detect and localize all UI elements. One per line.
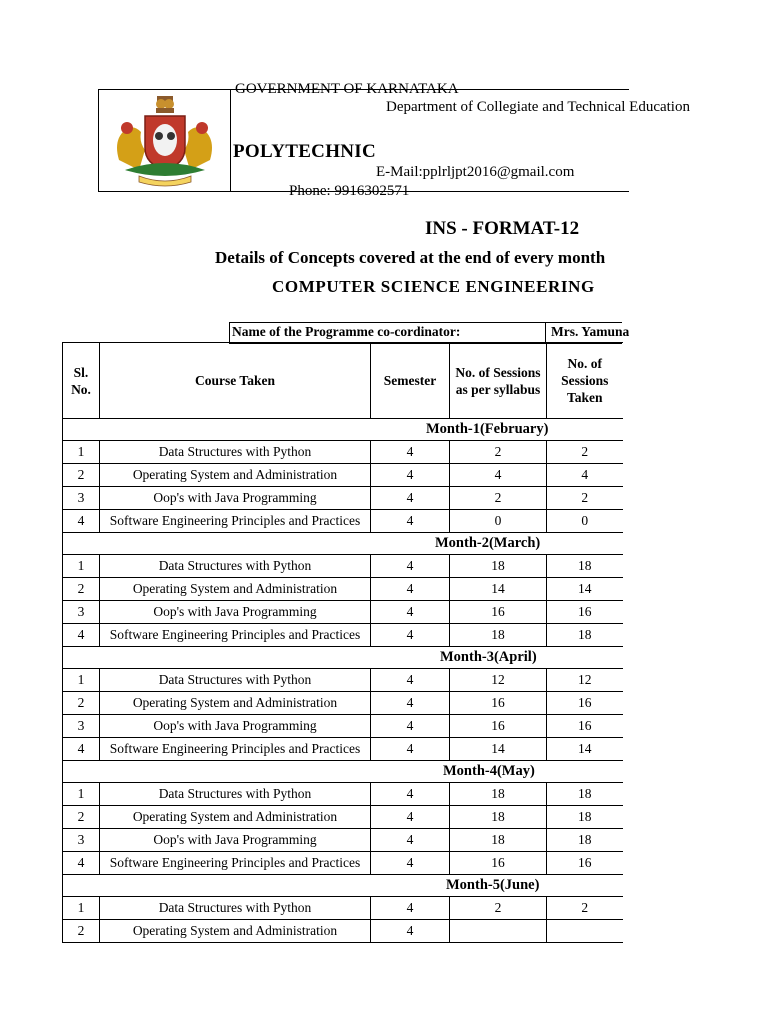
table-row bbox=[63, 738, 623, 761]
cell-sl-no: 2 bbox=[63, 806, 100, 829]
cell-course: Data Structures with Python bbox=[100, 669, 371, 692]
coordinator-row bbox=[229, 322, 630, 344]
month-label: Month-4(May) bbox=[443, 763, 535, 779]
cell-semester: 4 bbox=[371, 464, 450, 487]
cell-sessions-syllabus: 14 bbox=[450, 738, 547, 761]
table-header-row bbox=[63, 343, 623, 419]
cell-sessions-syllabus: 12 bbox=[450, 669, 547, 692]
header-box bbox=[98, 81, 690, 199]
table-row bbox=[63, 852, 623, 875]
emblem-cell bbox=[99, 90, 231, 191]
header-course: Course Taken bbox=[100, 343, 371, 419]
cell-sl-no: 2 bbox=[63, 578, 100, 601]
month-row bbox=[63, 533, 623, 555]
cell-course: Data Structures with Python bbox=[100, 897, 371, 920]
cell-semester: 4 bbox=[371, 692, 450, 715]
cell-sessions-syllabus: 16 bbox=[450, 692, 547, 715]
cell-course: Operating System and Administration bbox=[100, 578, 371, 601]
cell-course: Oop's with Java Programming bbox=[100, 601, 371, 624]
cell-semester: 4 bbox=[371, 624, 450, 647]
cell-sl-no: 1 bbox=[63, 555, 100, 578]
cell-sessions-taken bbox=[547, 920, 623, 943]
cell-course: Oop's with Java Programming bbox=[100, 829, 371, 852]
cell-course: Software Engineering Principles and Practices bbox=[100, 624, 371, 647]
cell-sl-no: 4 bbox=[63, 624, 100, 647]
cell-sessions-syllabus: 2 bbox=[450, 897, 547, 920]
cell-sessions-syllabus: 16 bbox=[450, 715, 547, 738]
cell-sessions-taken: 18 bbox=[547, 829, 623, 852]
cell-semester: 4 bbox=[371, 601, 450, 624]
cell-semester: 4 bbox=[371, 852, 450, 875]
cell-course: Operating System and Administration bbox=[100, 464, 371, 487]
department-name: Department of Collegiate and Technical Education bbox=[386, 99, 690, 115]
cell-sessions-syllabus: 18 bbox=[450, 806, 547, 829]
cell-sessions-syllabus: 16 bbox=[450, 601, 547, 624]
table-row bbox=[63, 555, 623, 578]
cell-course: Data Structures with Python bbox=[100, 441, 371, 464]
cell-sessions-taken: 2 bbox=[547, 897, 623, 920]
header-sessions-taken: No. of Sessions Taken bbox=[547, 343, 623, 419]
cell-course: Oop's with Java Programming bbox=[100, 715, 371, 738]
month-label: Month-1(February) bbox=[426, 421, 549, 437]
cell-course: Software Engineering Principles and Practices bbox=[100, 510, 371, 533]
cell-sl-no: 3 bbox=[63, 601, 100, 624]
header-semester: Semester bbox=[371, 343, 450, 419]
cell-sessions-taken: 0 bbox=[547, 510, 623, 533]
cell-semester: 4 bbox=[371, 806, 450, 829]
cell-sessions-syllabus: 14 bbox=[450, 578, 547, 601]
cell-course: Software Engineering Principles and Practices bbox=[100, 852, 371, 875]
cell-semester: 4 bbox=[371, 441, 450, 464]
month-label: Month-2(March) bbox=[435, 535, 541, 551]
table-row bbox=[63, 464, 623, 487]
cell-sessions-taken: 16 bbox=[547, 601, 623, 624]
cell-sessions-taken: 18 bbox=[547, 806, 623, 829]
cell-sl-no: 3 bbox=[63, 487, 100, 510]
coordinator-name: Mrs. Yamuna bbox=[551, 324, 630, 339]
table-row bbox=[63, 783, 623, 806]
cell-sessions-taken: 16 bbox=[547, 852, 623, 875]
cell-sessions-taken: 16 bbox=[547, 692, 623, 715]
cell-sessions-taken: 12 bbox=[547, 669, 623, 692]
table-row bbox=[63, 829, 623, 852]
header-text bbox=[231, 81, 690, 199]
table-row bbox=[63, 487, 623, 510]
karnataka-emblem-icon bbox=[99, 90, 230, 191]
cell-semester: 4 bbox=[371, 510, 450, 533]
cell-sessions-syllabus bbox=[450, 920, 547, 943]
table-row bbox=[63, 624, 623, 647]
cell-sl-no: 1 bbox=[63, 783, 100, 806]
cell-sessions-taken: 14 bbox=[547, 738, 623, 761]
phone-number: Phone: 9916302571 bbox=[289, 183, 410, 199]
cell-sessions-syllabus: 18 bbox=[450, 829, 547, 852]
cell-sessions-syllabus: 18 bbox=[450, 555, 547, 578]
format-title: INS - FORMAT-12 bbox=[425, 218, 580, 239]
table-row bbox=[63, 441, 623, 464]
month-row bbox=[63, 419, 623, 441]
cell-sl-no: 2 bbox=[63, 920, 100, 943]
cell-sl-no: 3 bbox=[63, 715, 100, 738]
cell-sessions-taken: 4 bbox=[547, 464, 623, 487]
cell-semester: 4 bbox=[371, 738, 450, 761]
cell-sessions-taken: 18 bbox=[547, 555, 623, 578]
table-body bbox=[63, 419, 623, 943]
cell-course: Oop's with Java Programming bbox=[100, 487, 371, 510]
sessions-table bbox=[62, 342, 623, 943]
table-row bbox=[63, 897, 623, 920]
cell-semester: 4 bbox=[371, 669, 450, 692]
cell-sessions-syllabus: 16 bbox=[450, 852, 547, 875]
government-name: GOVERNMENT OF KARNATAKA bbox=[235, 81, 459, 97]
cell-course: Data Structures with Python bbox=[100, 555, 371, 578]
header-sl-no: Sl. No. bbox=[63, 343, 100, 419]
department-title: COMPUTER SCIENCE ENGINEERING bbox=[272, 277, 595, 296]
cell-semester: 4 bbox=[371, 829, 450, 852]
cell-sessions-syllabus: 18 bbox=[450, 783, 547, 806]
cell-course: Operating System and Administration bbox=[100, 692, 371, 715]
cell-sl-no: 2 bbox=[63, 692, 100, 715]
cell-sl-no: 1 bbox=[63, 669, 100, 692]
cell-course: Operating System and Administration bbox=[100, 920, 371, 943]
table-row bbox=[63, 510, 623, 533]
cell-semester: 4 bbox=[371, 555, 450, 578]
cell-sl-no: 4 bbox=[63, 738, 100, 761]
cell-semester: 4 bbox=[371, 920, 450, 943]
cell-sl-no: 3 bbox=[63, 829, 100, 852]
header-sessions-syllabus: No. of Sessions as per syllabus bbox=[450, 343, 547, 419]
cell-semester: 4 bbox=[371, 578, 450, 601]
month-row bbox=[63, 875, 623, 897]
cell-sl-no: 2 bbox=[63, 464, 100, 487]
table-row bbox=[63, 920, 623, 943]
coordinator-label: Name of the Programme co-cordinator: bbox=[232, 324, 461, 339]
cell-sessions-taken: 2 bbox=[547, 441, 623, 464]
month-label: Month-5(June) bbox=[446, 877, 540, 893]
cell-sl-no: 4 bbox=[63, 510, 100, 533]
table-row bbox=[63, 806, 623, 829]
cell-sl-no: 1 bbox=[63, 897, 100, 920]
table-row bbox=[63, 715, 623, 738]
cell-sessions-taken: 18 bbox=[547, 624, 623, 647]
details-title: Details of Concepts covered at the end of every month bbox=[215, 248, 606, 267]
cell-sessions-syllabus: 18 bbox=[450, 624, 547, 647]
table-row bbox=[63, 578, 623, 601]
cell-semester: 4 bbox=[371, 783, 450, 806]
cell-course: Software Engineering Principles and Practices bbox=[100, 738, 371, 761]
cell-sl-no: 4 bbox=[63, 852, 100, 875]
month-label: Month-3(April) bbox=[440, 649, 537, 665]
cell-sessions-taken: 2 bbox=[547, 487, 623, 510]
cell-sessions-syllabus: 2 bbox=[450, 487, 547, 510]
table-row bbox=[63, 601, 623, 624]
cell-sl-no: 1 bbox=[63, 441, 100, 464]
month-row bbox=[63, 647, 623, 669]
cell-semester: 4 bbox=[371, 897, 450, 920]
cell-sessions-syllabus: 4 bbox=[450, 464, 547, 487]
cell-course: Operating System and Administration bbox=[100, 806, 371, 829]
institution-name: POLYTECHNIC bbox=[233, 141, 377, 162]
cell-sessions-syllabus: 2 bbox=[450, 441, 547, 464]
cell-sessions-taken: 14 bbox=[547, 578, 623, 601]
cell-semester: 4 bbox=[371, 487, 450, 510]
table-row bbox=[63, 669, 623, 692]
cell-sessions-syllabus: 0 bbox=[450, 510, 547, 533]
cell-sessions-taken: 18 bbox=[547, 783, 623, 806]
cell-sessions-taken: 16 bbox=[547, 715, 623, 738]
cell-semester: 4 bbox=[371, 715, 450, 738]
email-address: E-Mail:pplrljpt2016@gmail.com bbox=[376, 164, 575, 180]
table-row bbox=[63, 692, 623, 715]
cell-course: Data Structures with Python bbox=[100, 783, 371, 806]
month-row bbox=[63, 761, 623, 783]
